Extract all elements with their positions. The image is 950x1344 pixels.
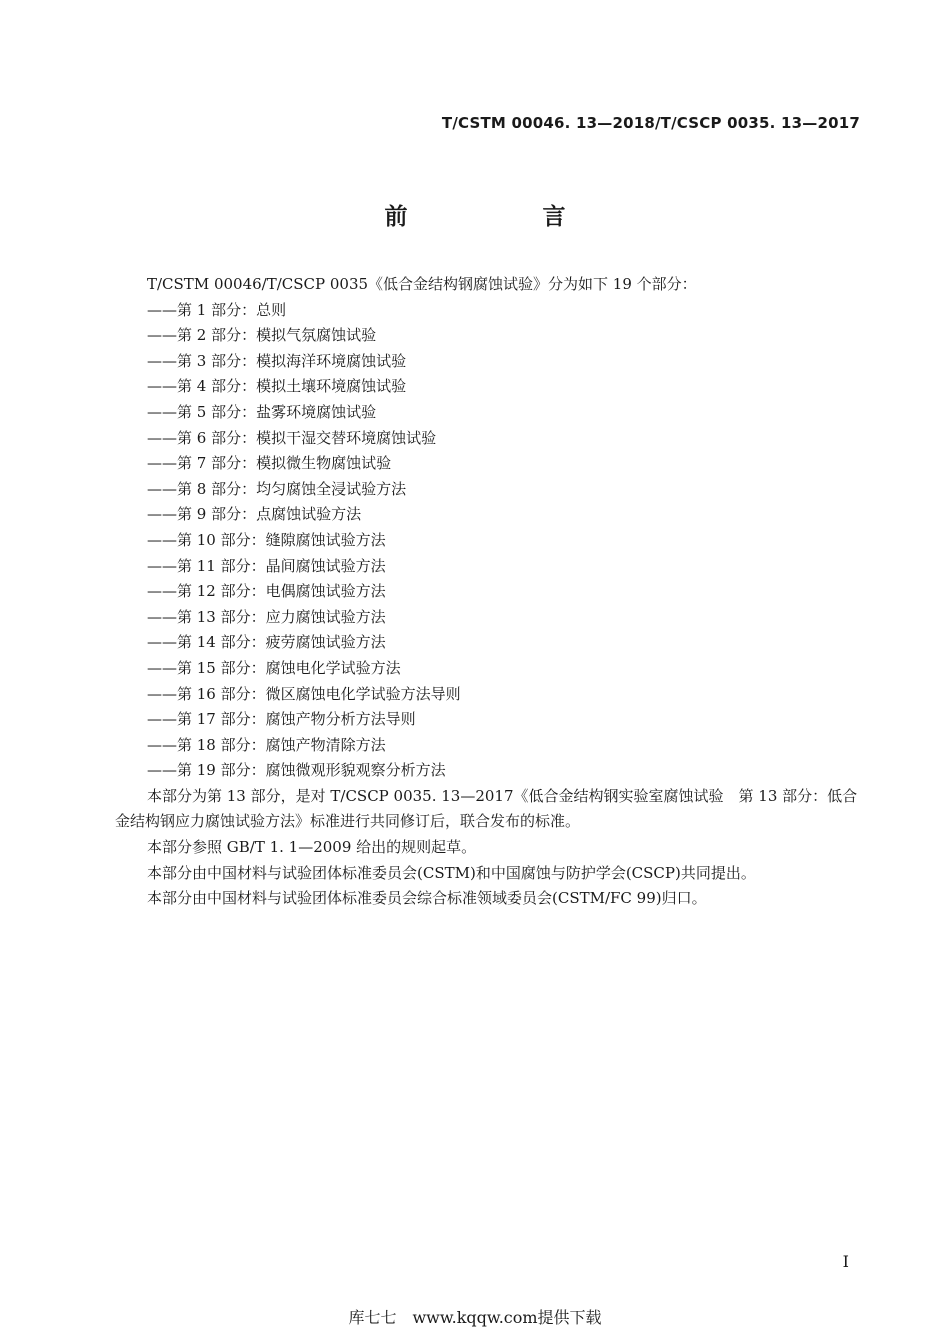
list-item: ——第 14 部分：疲劳腐蚀试验方法 [147, 633, 386, 652]
list-item: ——第 15 部分：腐蚀电化学试验方法 [147, 658, 401, 677]
list-item: ——第 4 部分：模拟土壤环境腐蚀试验 [147, 377, 407, 396]
list-item: ——第 2 部分：模拟气氛腐蚀试验 [147, 326, 377, 345]
list-item: ——第 10 部分：缝隙腐蚀试验方法 [147, 530, 386, 549]
proposer-paragraph: 本部分由中国材料与试验团体标准委员会(CSTM)和中国腐蚀与防护学会(CSCP)共同提出。 [147, 863, 756, 882]
document-body [115, 272, 865, 912]
list-item: ——第 9 部分：点腐蚀试验方法 [147, 505, 362, 524]
list-item: ——第 19 部分：腐蚀微观形貌观察分析方法 [147, 761, 446, 780]
responsible-committee-paragraph: 本部分由中国材料与试验团体标准委员会综合标准领域委员会(CSTM/FC 99)归口。 [147, 889, 707, 908]
list-item: ——第 3 部分：模拟海洋环境腐蚀试验 [147, 351, 407, 370]
list-item: ——第 11 部分：晶间腐蚀试验方法 [147, 556, 386, 575]
list-item: ——第 1 部分：总则 [147, 300, 287, 319]
page-title: 前 言 [384, 204, 622, 230]
list-item: ——第 6 部分：模拟干湿交替环境腐蚀试验 [147, 428, 437, 447]
list-item: ——第 18 部分：腐蚀产物清除方法 [147, 735, 386, 754]
list-item: ——第 5 部分：盐雾环境腐蚀试验 [147, 402, 377, 421]
list-item: ——第 16 部分：微区腐蚀电化学试验方法导则 [147, 684, 461, 703]
download-source-footer: 库七七 www.kqqw.com提供下载 [348, 1308, 602, 1327]
drafting-rules-paragraph: 本部分参照 GB/T 1. 1—2009 给出的规则起草。 [147, 838, 477, 857]
list-item: ——第 7 部分：模拟微生物腐蚀试验 [147, 454, 392, 473]
parts-list [115, 298, 865, 784]
list-item: ——第 17 部分：腐蚀产物分析方法导则 [147, 710, 416, 729]
list-item: ——第 8 部分：均匀腐蚀全浸试验方法 [147, 479, 407, 498]
standard-number-header: T/CSTM 00046. 13—2018/T/CSCP 0035. 13—2017 [441, 114, 860, 132]
intro-paragraph: T/CSTM 00046/T/CSCP 0035《低合金结构钢腐蚀试验》分为如下 19 个部分： [147, 275, 697, 293]
page-number: I [842, 1252, 849, 1271]
list-item: ——第 12 部分：电偶腐蚀试验方法 [147, 582, 386, 601]
list-item: ——第 13 部分：应力腐蚀试验方法 [147, 607, 386, 626]
scope-paragraph: 本部分为第 13 部分，是对 T/CSCP 0035. 13—2017《低合金结构钢实验室腐蚀试验 第 13 部分：低合金结构钢应力腐蚀试验方法》标准进行共同修订后，联合发布的标准。 [115, 786, 858, 831]
